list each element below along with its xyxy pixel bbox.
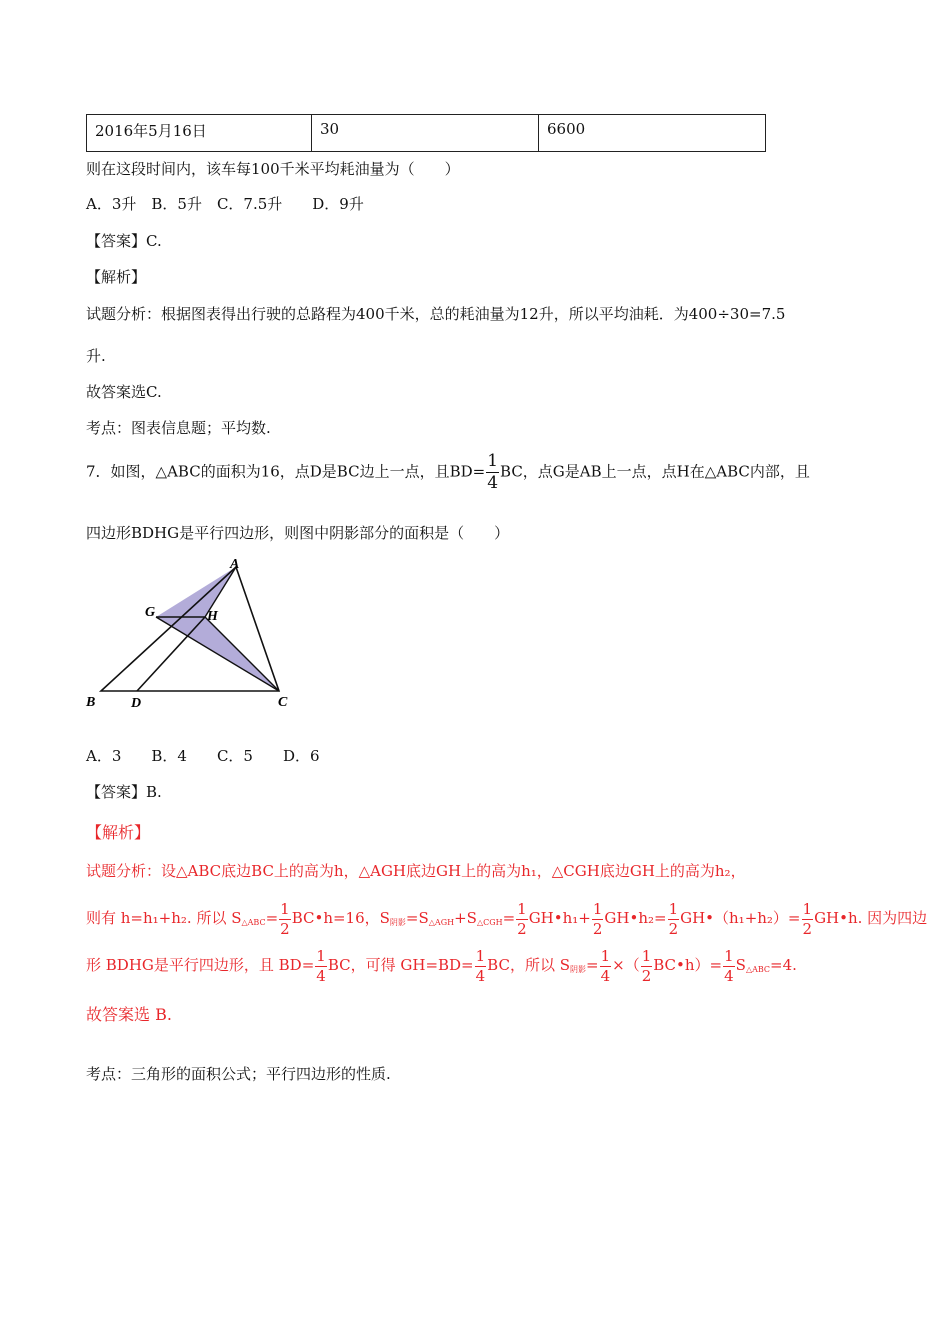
text-seg: GH•h₁+: [528, 909, 591, 927]
text-seg: GH•h. 因为四边: [814, 909, 928, 927]
text-seg: +S: [454, 909, 477, 927]
subscript: △ABC: [241, 918, 266, 927]
fraction-denominator: 2: [802, 919, 813, 938]
q6-conclusion: 故答案选C.: [86, 383, 162, 401]
segment-dh: [137, 617, 205, 691]
q6-answer: 【答案】C.: [86, 232, 162, 250]
fraction-numerator: 1: [592, 899, 603, 918]
text-seg: GH•（h₁+h₂）=: [680, 909, 801, 927]
label-d: D: [131, 696, 142, 711]
fraction-numerator: 1: [280, 899, 290, 918]
fraction-numerator: 1: [668, 899, 679, 918]
fraction-denominator: 2: [668, 919, 679, 938]
table-row: [87, 115, 766, 152]
fraction-half: [516, 899, 528, 938]
fuel-record-table: [86, 114, 766, 152]
q7-stem-line2: 四边形BDHG是平行四边形，则图中阴影部分的面积是（ ）: [86, 524, 510, 542]
fraction-numerator: 1: [641, 946, 652, 965]
q7-conclusion: 故答案选 B.: [86, 1005, 172, 1024]
fraction-denominator: 4: [475, 966, 486, 985]
fraction-half: [641, 946, 653, 985]
fraction-numerator: 1: [600, 946, 611, 965]
fraction-numerator: 1: [517, 899, 527, 918]
text-seg: ×（: [612, 956, 640, 974]
fraction-quarter: [723, 946, 735, 985]
text-seg: BC，所以 S: [487, 956, 570, 974]
text-seg: =S: [405, 909, 429, 927]
subscript: 阴影: [570, 965, 586, 974]
fraction-half: [802, 899, 814, 938]
q6-stem: 则在这段时间内，该车每100千米平均耗油量为（ ）: [86, 160, 460, 178]
shaded-triangle-agh: [156, 567, 236, 617]
text-seg: BC•h=16，S: [291, 909, 390, 927]
text-seg: GH•h₂=: [604, 909, 667, 927]
table-cell-date: 2016年5月16日: [87, 115, 312, 152]
q6-analysis-line2: 升.: [86, 347, 106, 365]
table-cell-mileage: 6600: [539, 115, 766, 152]
q7-analysis-title: 【解析】: [86, 823, 151, 842]
label-b: B: [86, 695, 96, 710]
text-seg: =4.: [770, 956, 797, 974]
text-seg: 形 BDHG是平行四边形，且 BD=: [86, 956, 315, 974]
text-seg: BC•h）=: [653, 956, 723, 974]
q7-stem-part-a: 7．如图，△ABC的面积为16，点D是BC边上一点，且BD=: [86, 462, 486, 481]
fraction-denominator: 4: [724, 966, 734, 985]
label-h: H: [207, 609, 218, 624]
q7-answer: 【答案】B.: [86, 783, 162, 801]
fraction-denominator: 2: [517, 919, 527, 938]
fraction-half: [279, 899, 291, 938]
q6-knowledge: 考点：图表信息题；平均数.: [86, 419, 271, 437]
text-seg: =: [502, 909, 516, 927]
fraction-quarter: [315, 946, 327, 985]
q7-options: A．3 B．4 C．5 D．6: [86, 747, 320, 765]
label-c: C: [278, 695, 288, 710]
fraction-numerator: 1: [724, 946, 734, 965]
q7-analysis-line2: [86, 895, 927, 946]
text-seg: BC，可得 GH=BD=: [327, 956, 474, 974]
fraction-denominator: 4: [600, 966, 611, 985]
label-a: A: [230, 557, 240, 572]
q7-stem-fraction: [486, 453, 499, 492]
text-seg: =: [265, 909, 279, 927]
q7-analysis-line1: 试题分析：设△ABC底边BC上的高为h，△AGH底边GH上的高为h₁，△CGH底边GH上的高为h₂，: [86, 862, 746, 880]
fraction-numerator: 1: [316, 946, 326, 965]
q7-analysis-line3: [86, 942, 797, 993]
segment-ch: [205, 617, 279, 691]
subscript: △CGH: [476, 918, 503, 927]
fraction-numerator: 1: [475, 946, 486, 965]
fraction-numerator: 1: [802, 899, 813, 918]
subscript: 阴影: [389, 918, 406, 927]
table-cell-fuel: 30: [312, 115, 539, 152]
label-g: G: [145, 605, 156, 620]
q6-analysis-line1: 试题分析：根据图表得出行驶的总路程为400千米，总的耗油量为12升，所以平均油耗．为400÷30=7.5: [86, 305, 786, 323]
fraction-half: [592, 899, 604, 938]
fraction-quarter: [475, 946, 487, 985]
fraction-denominator: 2: [280, 919, 290, 938]
q7-stem-line1: [86, 453, 810, 492]
subscript: △ABC: [745, 965, 771, 974]
fraction-denominator: 4: [487, 473, 499, 493]
fraction-half: [668, 899, 680, 938]
fraction-quarter: [600, 946, 612, 985]
triangle-figure: [80, 552, 300, 717]
fraction-denominator: 4: [316, 966, 326, 985]
q7-stem-part-b: BC，点G是AB上一点，点H在△ABC内部，且: [500, 462, 810, 481]
q7-knowledge: 考点：三角形的面积公式；平行四边形的性质.: [86, 1065, 391, 1083]
segment-cg: [156, 617, 279, 691]
text-seg: S: [735, 956, 746, 974]
q6-options: A．3升 B．5升 C．7.5升 D．9升: [86, 195, 364, 213]
subscript: △AGH: [428, 918, 455, 927]
fraction-denominator: 2: [592, 919, 603, 938]
text-seg: 则有 h=h₁+h₂. 所以 S: [86, 909, 242, 927]
fraction-numerator: 1: [487, 451, 499, 471]
q6-analysis-title: 【解析】: [86, 268, 147, 286]
fraction-denominator: 2: [641, 966, 652, 985]
text-seg: =: [586, 956, 599, 974]
